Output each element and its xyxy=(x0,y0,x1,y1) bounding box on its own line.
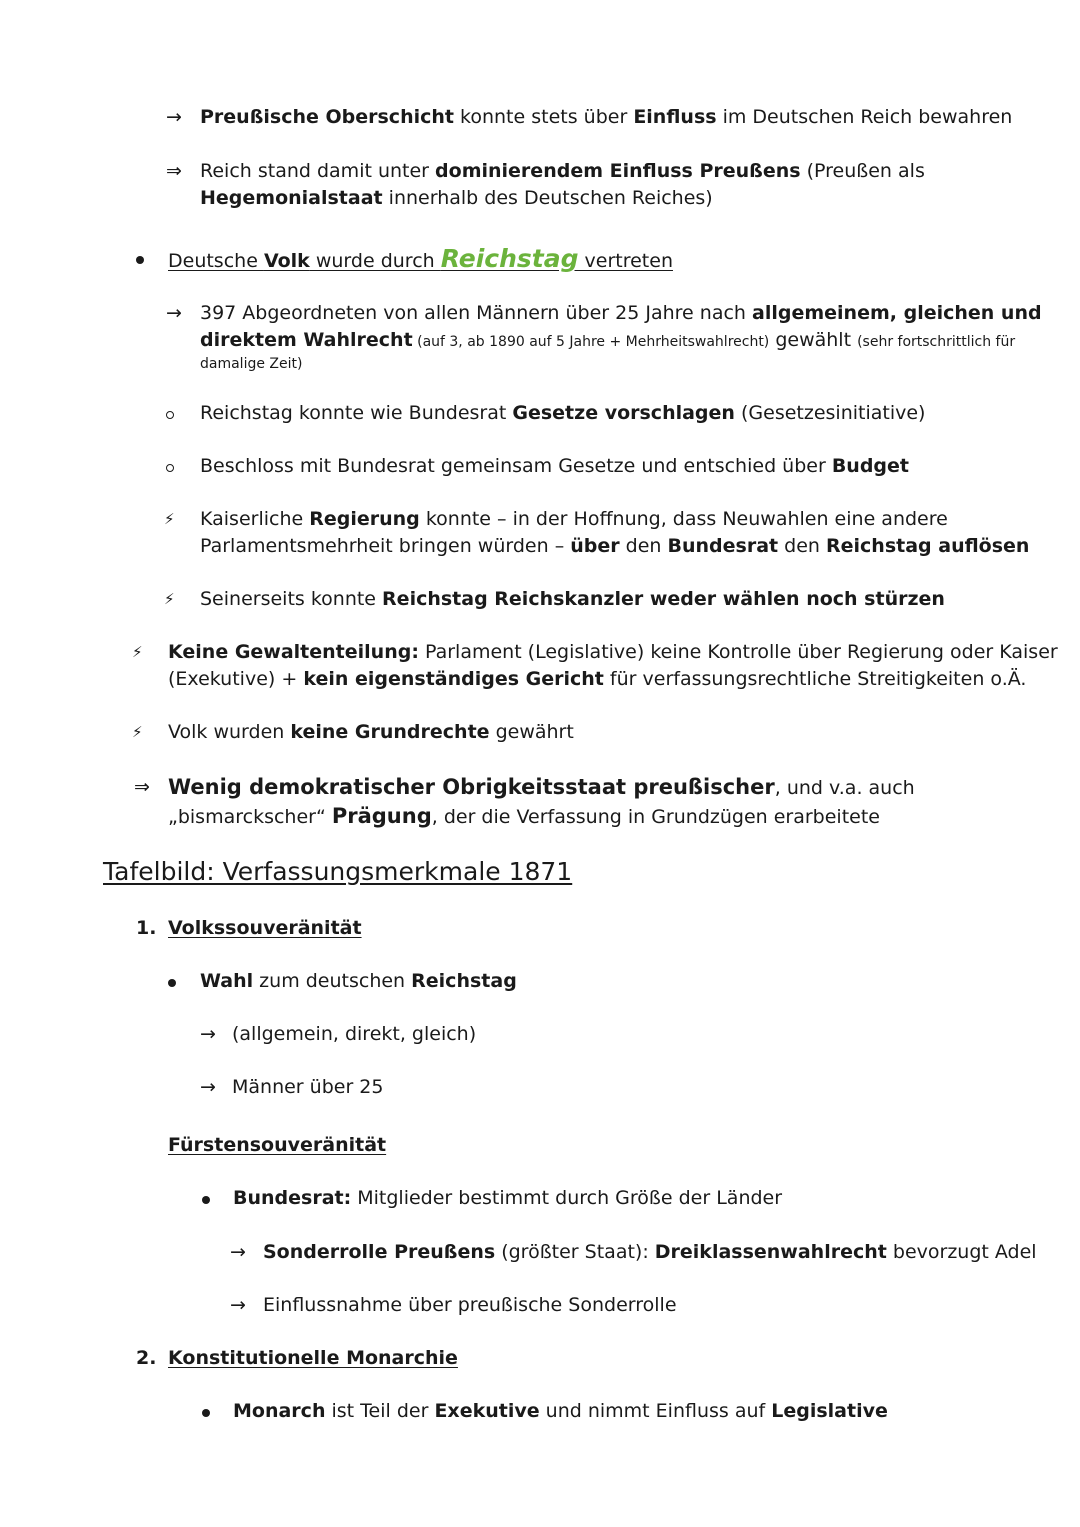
bullet-icon xyxy=(202,1185,210,1212)
lightning-icon: ⚡ xyxy=(132,723,143,741)
bullet-icon xyxy=(136,245,144,272)
text-line: Keine Gewaltenteilung: Parlament (Legislative) keine Kontrolle über Regierung oder Kaiser xyxy=(168,641,1058,663)
lightning-icon: ⚡ xyxy=(164,590,175,608)
text-line: Parlamentsmehrheit bringen würden – über den Bundesrat den Reichstag auflösen xyxy=(200,535,1030,557)
text-line: damalige Zeit) xyxy=(200,356,303,372)
section-number: 2. xyxy=(136,1347,157,1369)
section-heading: Volkssouveränität xyxy=(168,917,362,939)
text-line: (Exekutive) + kein eigenständiges Gericht für verfassungsrechtliche Streitigkeiten o.Ä. xyxy=(168,668,1027,690)
conclusion-line: „bismarckscher“ Prägung, der die Verfassung in Grundzügen erarbeitete xyxy=(168,804,880,828)
lightning-icon: ⚡ xyxy=(164,510,175,528)
text-line: Hegemonialstaat innerhalb des Deutschen Reiches) xyxy=(200,187,713,209)
section-heading: Konstitutionelle Monarchie xyxy=(168,1347,458,1369)
section-heading: Deutsche Volk wurde durch Reichstag vertreten xyxy=(168,244,673,273)
text-line: Seinerseits konnte Reichstag Reichskanzler weder wählen noch stürzen xyxy=(200,588,945,610)
text-line: Bundesrat: Mitglieder bestimmt durch Größe der Länder xyxy=(233,1187,783,1209)
double-arrow-icon: ⇒ xyxy=(134,776,150,798)
bullet-icon xyxy=(168,968,176,995)
text-line: Reichstag konnte wie Bundesrat Gesetze vorschlagen (Gesetzesinitiative) xyxy=(200,402,926,424)
arrow-icon: → xyxy=(230,1294,246,1316)
section-number: 1. xyxy=(136,917,157,939)
text-line: direktem Wahlrecht (auf 3, ab 1890 auf 5 Jahre + Mehrheitswahlrecht) gewählt (sehr fortschrittlich für xyxy=(200,329,1016,351)
arrow-icon: → xyxy=(200,1076,216,1098)
conclusion-line: Wenig demokratischer Obrigkeitsstaat preußischer, und v.a. auch xyxy=(168,775,915,799)
text-line: Preußische Oberschicht konnte stets über Einfluss im Deutschen Reich bewahren xyxy=(200,106,1013,128)
bullet-icon xyxy=(202,1398,210,1425)
arrow-icon: → xyxy=(200,1023,216,1045)
text-line: Sonderrolle Preußens (größter Staat): Dreiklassenwahlrecht bevorzugt Adel xyxy=(263,1241,1037,1263)
arrow-icon: → xyxy=(230,1241,246,1263)
double-arrow-icon: ⇒ xyxy=(166,160,182,182)
text-line: Männer über 25 xyxy=(232,1076,384,1098)
text-line: Volk wurden keine Grundrechte gewährt xyxy=(168,721,574,743)
text-line: Einflussnahme über preußische Sonderrolle xyxy=(263,1294,677,1316)
arrow-icon: → xyxy=(166,106,182,128)
lightning-icon: ⚡ xyxy=(132,643,143,661)
text-line: Monarch ist Teil der Exekutive und nimmt Einfluss auf Legislative xyxy=(233,1400,888,1422)
text-line: 397 Abgeordneten von allen Männern über 25 Jahre nach allgemeinem, gleichen und xyxy=(200,302,1042,324)
text-line: (allgemein, direkt, gleich) xyxy=(232,1023,477,1045)
circle-bullet-icon xyxy=(166,400,174,427)
text-line: Reich stand damit unter dominierendem Einfluss Preußens (Preußen als xyxy=(200,160,925,182)
arrow-icon: → xyxy=(166,302,182,324)
page-title: Tafelbild: Verfassungsmerkmale 1871 xyxy=(103,857,573,886)
subsection-heading: Fürstensouveränität xyxy=(168,1134,387,1156)
text-line: Beschloss mit Bundesrat gemeinsam Gesetze und entschied über Budget xyxy=(200,455,910,477)
circle-bullet-icon xyxy=(166,453,174,480)
text-line: Kaiserliche Regierung konnte – in der Hoffnung, dass Neuwahlen eine andere xyxy=(200,508,948,530)
text-line: Wahl zum deutschen Reichstag xyxy=(200,970,517,992)
